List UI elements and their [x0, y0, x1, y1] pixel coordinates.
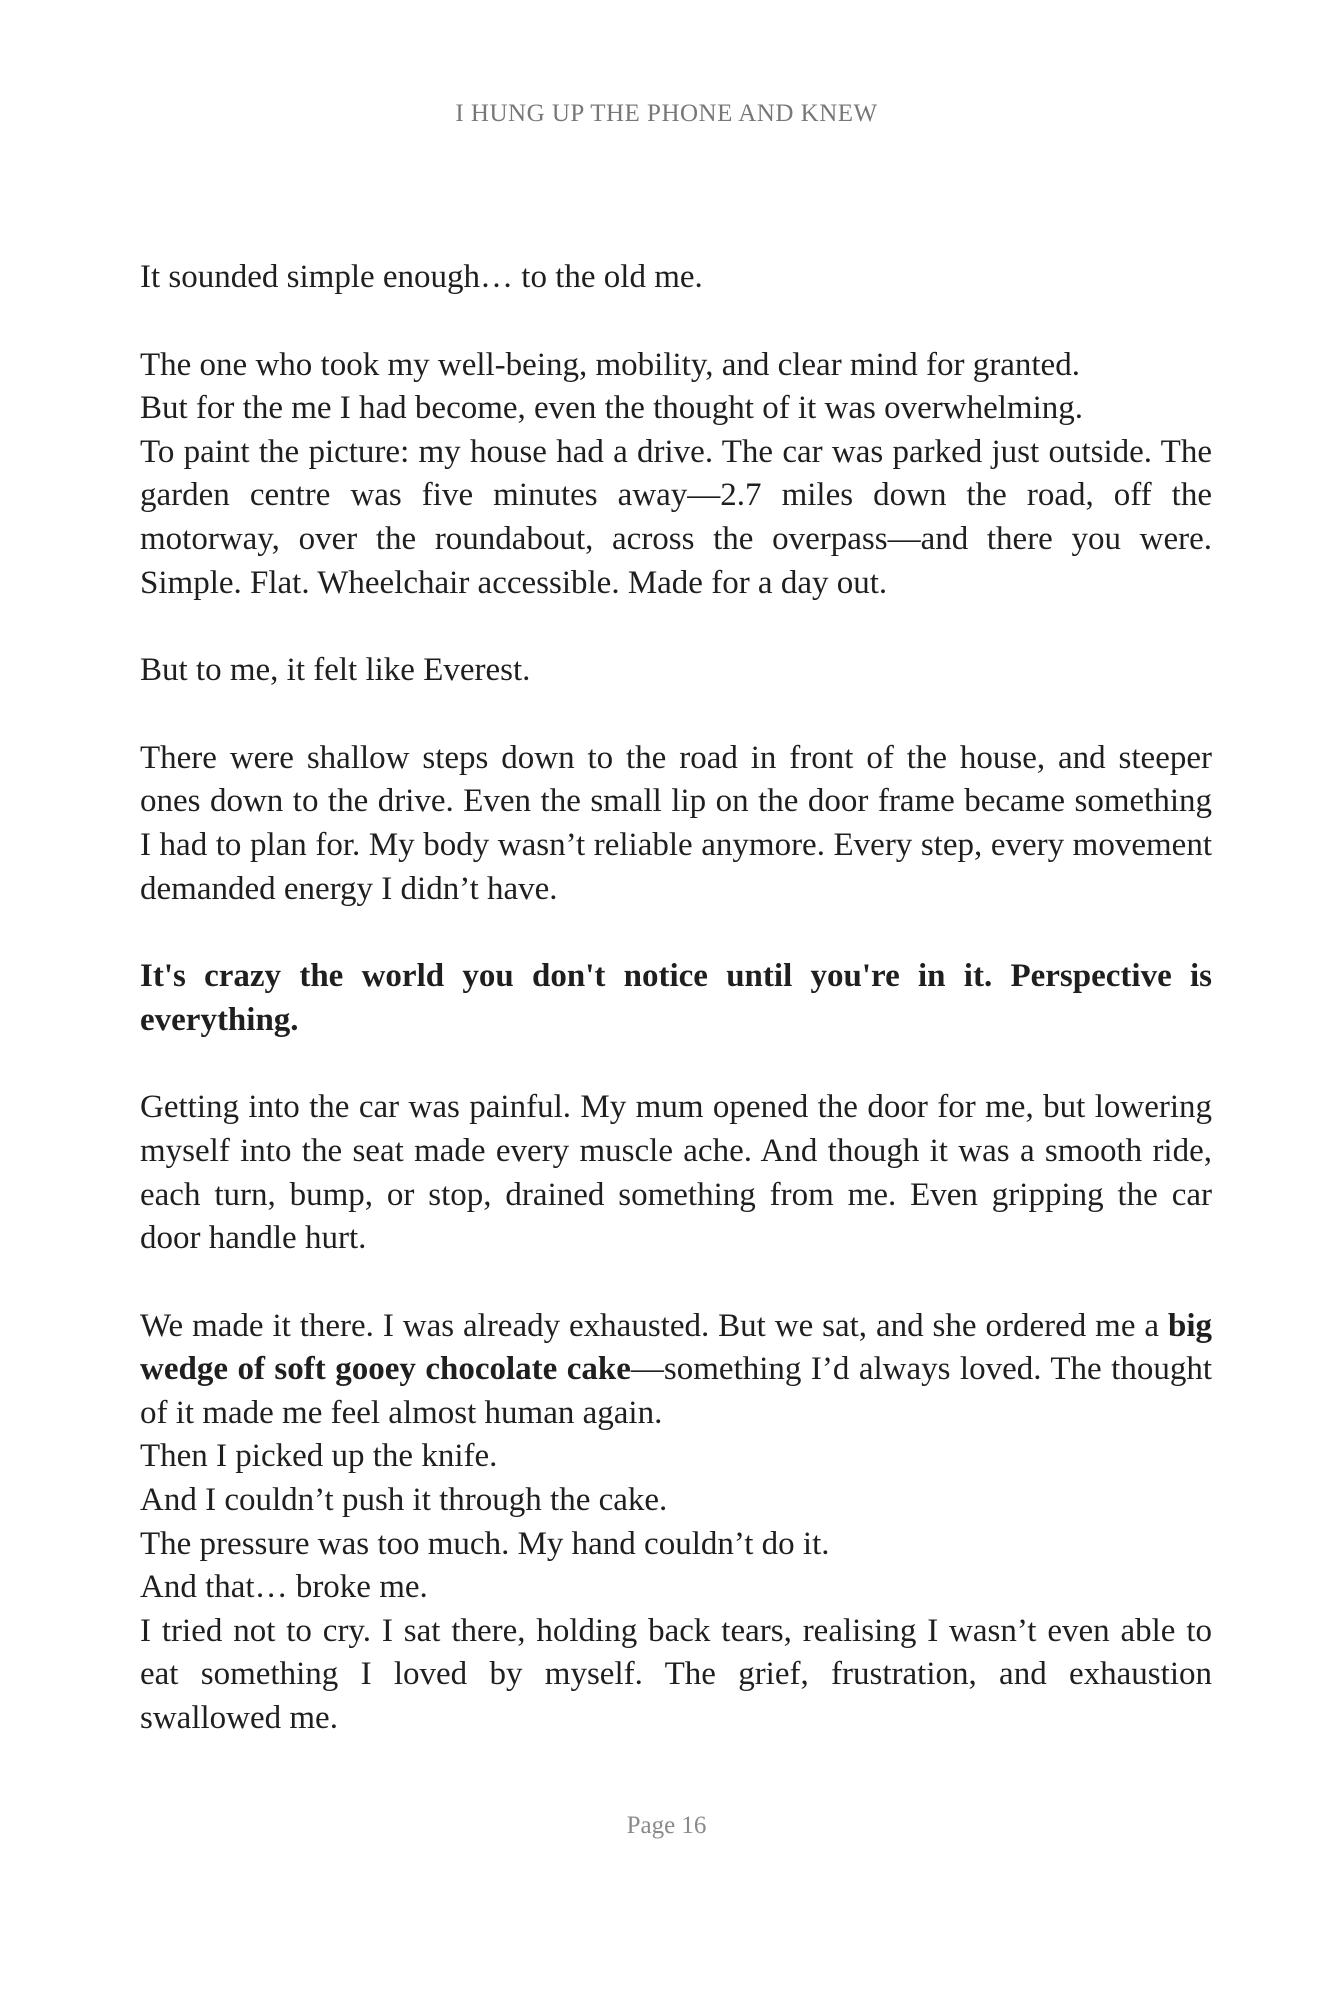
paragraph: But to me, it felt like Everest. — [140, 652, 531, 689]
bold-phrase: big wedge of soft gooey chocolate cake — [140, 1307, 1212, 1388]
paragraph: The one who took my well-being, mobility, and clear mind for granted. — [140, 346, 1080, 383]
paragraph — [140, 1305, 1212, 1436]
paragraph: And I couldn’t push it through the cake. — [140, 1482, 668, 1519]
paragraph: To paint the picture: my house had a drive. The car was parked just outside. The garden centre was five minutes away—2.7 miles down the road, off the motorway, over the roundabout, across the overpass—and there you were. Simple. Flat. Wheelchair accessible. Made for a day out. — [140, 433, 1212, 601]
bold-paragraph: It's crazy the world you don't notice until you're in it. Perspective is everything. — [140, 958, 1212, 1038]
paragraph: But for the me I had become, even the thought of it was overwhelming. — [140, 390, 1083, 427]
page-body — [140, 256, 1212, 1741]
paragraph: Getting into the car was painful. My mum opened the door for me, but lowering myself into the seat made every muscle ache. And though it was a smooth ride, each turn, bump, or stop, drained something from me. Even gripping the car door handle hurt. — [140, 1089, 1212, 1257]
paragraph: There were shallow steps down to the road in front of the house, and steeper ones down to the drive. Even the small lip on the door frame became something I had to plan for. My body wasn’t reliable anymore. Every step, every movement demanded energy I didn’t have. — [140, 739, 1212, 907]
paragraph-text: We made it there. I was already exhausted. But we sat, and she ordered me a — [140, 1307, 1168, 1344]
running-header: I HUNG UP THE PHONE AND KNEW — [455, 100, 878, 127]
paragraph: It sounded simple enough… to the old me. — [140, 259, 703, 295]
paragraph: The pressure was too much. My hand couldn’t do it. — [140, 1525, 830, 1562]
page-number: Page 16 — [626, 1812, 707, 1839]
paragraph: And that… broke me. — [140, 1569, 428, 1606]
paragraph-text: —something I’d always loved. The thought of it made me feel almost human again. — [140, 1351, 1212, 1431]
paragraph: Then I picked up the knife. — [140, 1438, 498, 1475]
paragraph: I tried not to cry. I sat there, holding back tears, realising I wasn’t even able to eat something I loved by myself. The grief, frustration, and exhaustion swallowed me. — [140, 1612, 1212, 1737]
